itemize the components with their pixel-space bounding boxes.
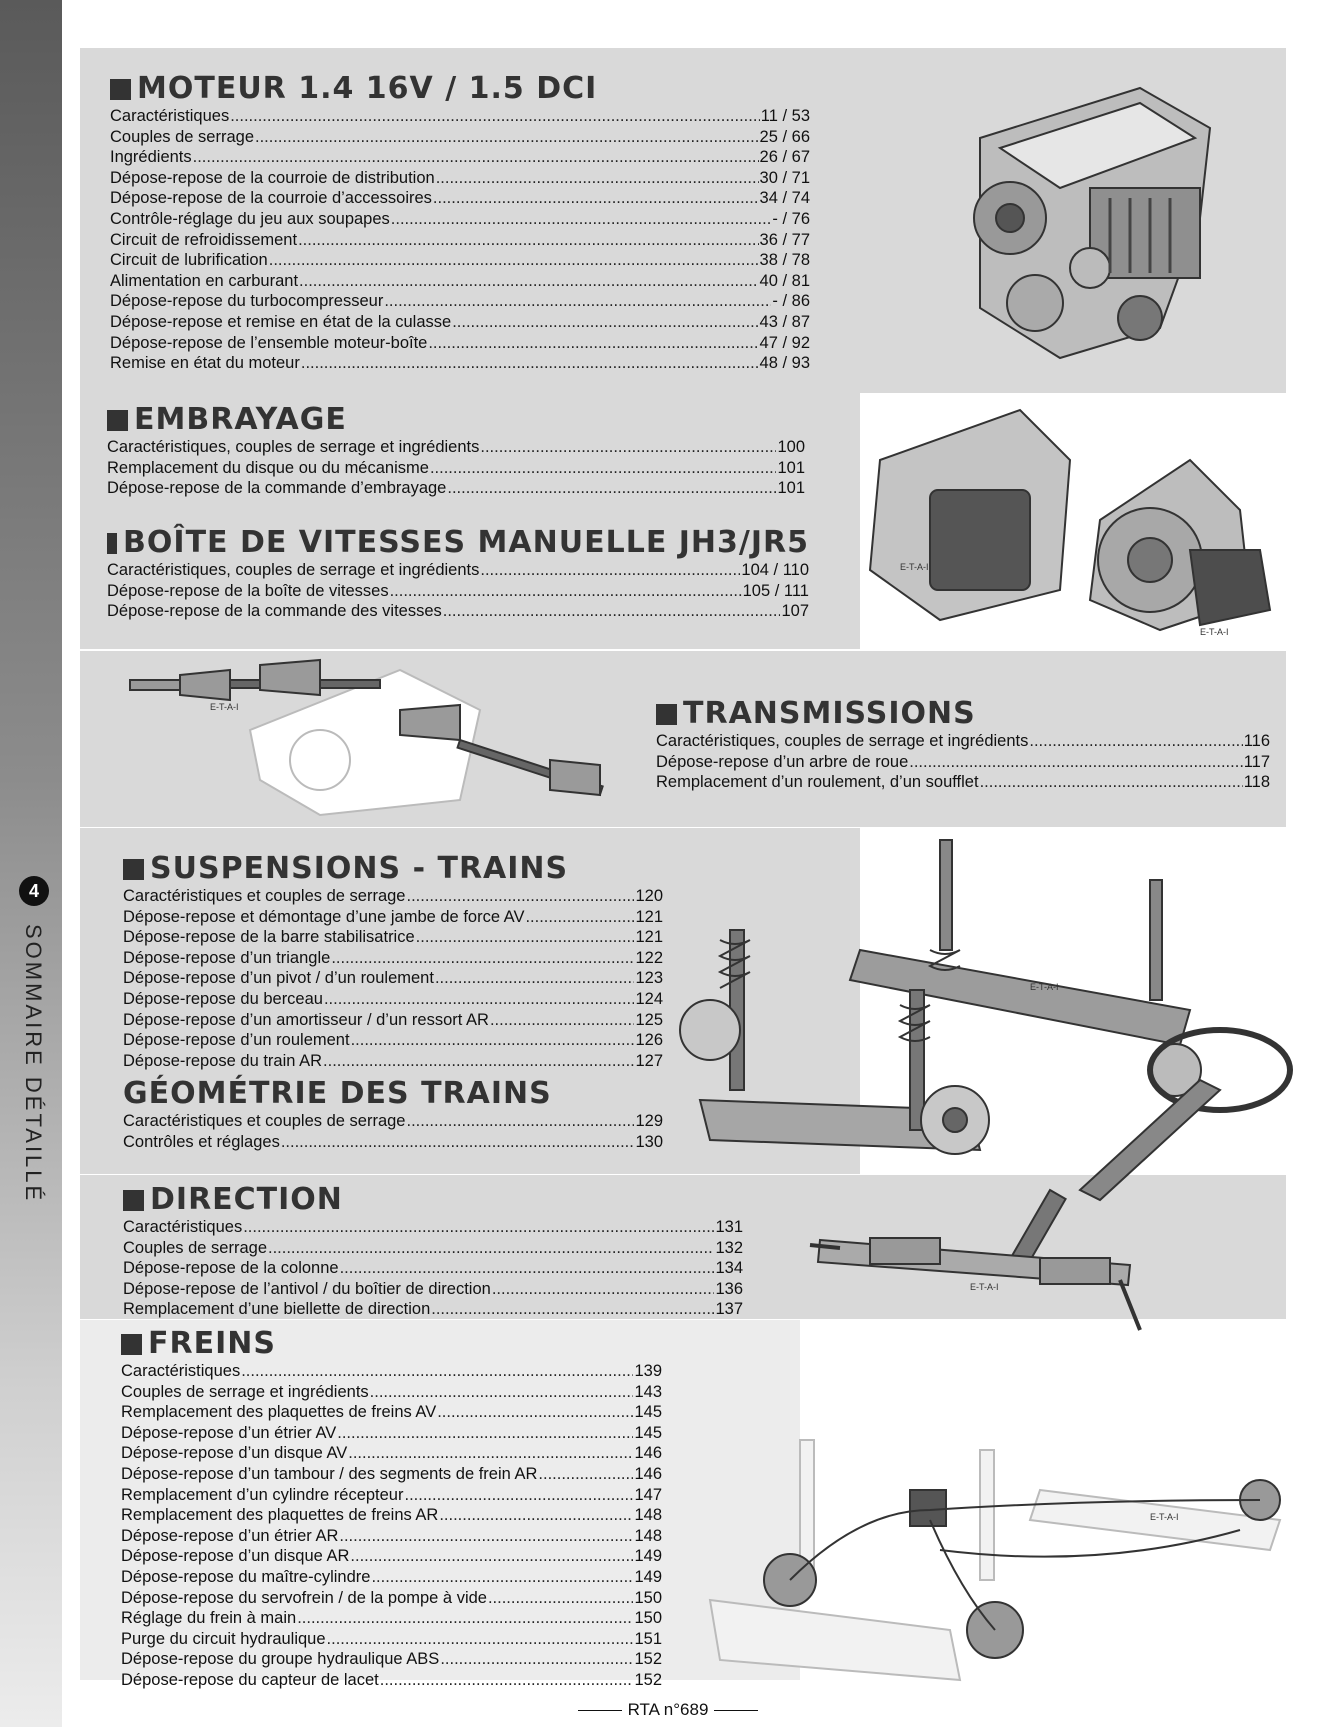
toc-entry-label: Dépose-repose de la courroie de distribution xyxy=(110,168,435,187)
toc-entry-label: Couples de serrage xyxy=(110,127,255,146)
watermark-text: E-T-A-I xyxy=(1200,627,1229,637)
section-title: DIRECTION xyxy=(123,1183,743,1217)
toc-entry-page: - / 76 xyxy=(772,209,810,228)
toc-entry[interactable] xyxy=(123,886,663,907)
section-boite xyxy=(107,526,809,622)
toc-entry-page: 101 xyxy=(777,458,805,477)
toc-entry-page: 116 xyxy=(1243,732,1270,750)
toc-entry-page: - / 86 xyxy=(772,292,810,311)
leader-dots xyxy=(339,1526,633,1547)
toc-entry-page: 121 xyxy=(635,928,663,947)
bullet-square-icon xyxy=(107,410,128,431)
toc-entry-page: 150 xyxy=(634,1609,662,1628)
toc-entry[interactable] xyxy=(123,907,663,928)
section-title: MOTEUR 1.4 16V / 1.5 DCI xyxy=(110,72,810,106)
toc-entry[interactable] xyxy=(110,353,810,374)
toc-entry[interactable] xyxy=(121,1526,662,1547)
leader-dots xyxy=(480,560,740,581)
toc-entry-page: 117 xyxy=(1243,752,1270,771)
toc-entry[interactable] xyxy=(107,560,809,581)
toc-entry-page: 147 xyxy=(634,1485,662,1504)
leader-dots xyxy=(428,333,758,354)
toc-entry[interactable] xyxy=(110,250,810,271)
toc-entry-label: Dépose-repose d’un disque AR xyxy=(121,1547,350,1566)
section-moteur xyxy=(110,72,810,374)
toc-entry-page: 36 / 77 xyxy=(759,230,810,249)
toc-list xyxy=(121,1361,662,1691)
toc-entry-label: Dépose-repose d’un amortisseur / d’un ressort AR xyxy=(123,1010,489,1029)
leader-dots xyxy=(269,250,759,271)
toc-entry-label: Dépose-repose de la courroie d’accessoires xyxy=(110,189,432,208)
toc-entry-label: Dépose-repose de la colonne xyxy=(123,1259,339,1278)
leader-dots xyxy=(268,1238,714,1259)
toc-entry[interactable] xyxy=(656,752,1270,773)
toc-entry-page: 148 xyxy=(634,1526,662,1545)
leader-dots xyxy=(298,230,758,251)
toc-entry-page: 129 xyxy=(635,1112,663,1130)
leader-dots xyxy=(435,968,635,989)
toc-list xyxy=(123,1217,743,1320)
watermark-text: E-T-A-I xyxy=(1150,1512,1179,1522)
leader-dots xyxy=(443,601,781,622)
toc-entry-page: 121 xyxy=(635,907,663,926)
toc-entry-label: Remplacement des plaquettes de freins AV xyxy=(121,1403,437,1422)
watermark-text: E-T-A-I xyxy=(210,702,239,712)
toc-entry-page: 149 xyxy=(634,1547,662,1566)
page-number-badge: 4 xyxy=(19,876,49,906)
toc-entry[interactable] xyxy=(110,127,810,148)
toc-entry[interactable] xyxy=(123,1010,663,1031)
leader-dots xyxy=(538,1464,633,1485)
toc-entry-label: Contrôles et réglages xyxy=(123,1132,280,1151)
leader-dots xyxy=(380,1670,634,1691)
toc-entry[interactable] xyxy=(656,772,1270,793)
toc-list xyxy=(107,560,809,622)
toc-entry-page: 104 / 110 xyxy=(741,561,809,579)
toc-entry[interactable] xyxy=(110,209,810,230)
toc-entry[interactable] xyxy=(121,1670,662,1691)
toc-entry[interactable] xyxy=(123,1111,663,1132)
section-suspensions xyxy=(123,852,663,1071)
toc-entry-page: 40 / 81 xyxy=(759,271,810,290)
toc-entry[interactable] xyxy=(123,1132,663,1153)
toc-entry-page: 100 xyxy=(777,438,805,456)
toc-entry-label: Remplacement d’un roulement, d’un soufflet xyxy=(656,773,979,792)
toc-entry[interactable] xyxy=(123,1217,743,1238)
toc-entry[interactable] xyxy=(110,271,810,292)
watermark-text: E-T-A-I xyxy=(970,1282,999,1292)
toc-entry[interactable] xyxy=(121,1361,662,1382)
leader-dots xyxy=(340,1258,715,1279)
leader-dots xyxy=(480,437,776,458)
toc-entry[interactable] xyxy=(123,1030,663,1051)
toc-entry[interactable] xyxy=(110,147,810,168)
leader-dots xyxy=(404,1485,633,1506)
leader-dots xyxy=(406,886,634,907)
toc-entry[interactable] xyxy=(656,731,1270,752)
toc-entry-page: 136 xyxy=(715,1279,743,1298)
toc-entry-label: Remise en état du moteur xyxy=(110,354,300,373)
toc-entry-label: Dépose-repose d’un arbre de roue xyxy=(656,752,909,771)
toc-entry[interactable] xyxy=(121,1649,662,1670)
toc-entry-label: Ingrédients xyxy=(110,148,192,167)
toc-entry[interactable] xyxy=(110,230,810,251)
toc-entry-label: Couples de serrage et ingrédients xyxy=(121,1382,369,1401)
toc-entry[interactable] xyxy=(123,1051,663,1072)
toc-entry-label: Dépose-repose d’un roulement xyxy=(123,1031,350,1050)
bullet-square-icon xyxy=(123,859,144,880)
toc-entry-label: Dépose-repose de la commande des vitesses xyxy=(107,602,442,621)
section-direction xyxy=(123,1183,743,1320)
toc-entry[interactable] xyxy=(123,968,663,989)
toc-entry[interactable] xyxy=(110,312,810,333)
section-title: FREINS xyxy=(121,1327,662,1361)
toc-entry[interactable] xyxy=(121,1485,662,1506)
leader-dots xyxy=(416,927,635,948)
toc-entry-page: 120 xyxy=(635,887,663,905)
toc-entry-page: 34 / 74 xyxy=(759,189,810,208)
leader-dots xyxy=(299,271,759,292)
toc-entry[interactable] xyxy=(121,1402,662,1423)
toc-entry-page: 30 / 71 xyxy=(759,168,810,187)
toc-entry[interactable] xyxy=(123,1238,743,1259)
leader-dots xyxy=(324,989,635,1010)
toc-entry-page: 101 xyxy=(777,479,805,498)
toc-entry-page: 105 / 111 xyxy=(742,581,809,600)
watermark-text: E-T-A-I xyxy=(900,562,929,572)
toc-entry[interactable] xyxy=(121,1567,662,1588)
toc-entry-page: 127 xyxy=(635,1051,663,1070)
section-title: BOÎTE DE VITESSES MANUELLE JH3/JR5 xyxy=(107,526,809,560)
leader-dots xyxy=(447,478,776,499)
leader-dots xyxy=(297,1608,633,1629)
leader-dots xyxy=(370,1382,634,1403)
toc-entry-page: 122 xyxy=(635,948,663,967)
toc-entry[interactable] xyxy=(107,458,805,479)
toc-entry-page: 130 xyxy=(635,1132,663,1151)
toc-entry-label: Dépose-repose d’un pivot / d’un roulement xyxy=(123,969,434,988)
footer xyxy=(0,1700,1336,1720)
leader-dots xyxy=(241,1361,633,1382)
section-embrayage xyxy=(107,403,805,499)
toc-entry-page: 126 xyxy=(635,1031,663,1050)
toc-entry-label: Caractéristiques, couples de serrage et ingrédients xyxy=(107,438,480,456)
leader-dots xyxy=(350,1546,633,1567)
leader-dots xyxy=(525,907,634,928)
toc-entry-label: Circuit de refroidissement xyxy=(110,230,298,249)
toc-list xyxy=(110,106,810,374)
toc-entry-page: 134 xyxy=(715,1259,743,1278)
toc-entry-label: Remplacement des plaquettes de freins AR xyxy=(121,1506,439,1525)
bullet-square-icon xyxy=(107,533,117,554)
toc-entry-label: Caractéristiques xyxy=(123,1218,243,1236)
leader-dots xyxy=(492,1279,715,1300)
footer-rule xyxy=(578,1710,622,1711)
toc-entry[interactable] xyxy=(121,1608,662,1629)
section-title: TRANSMISSIONS xyxy=(656,697,1270,731)
leader-dots xyxy=(327,1629,634,1650)
leader-dots xyxy=(390,581,742,602)
leader-dots xyxy=(331,948,634,969)
section-freins xyxy=(121,1327,662,1691)
toc-entry-page: 150 xyxy=(634,1588,662,1607)
toc-entry-label: Dépose-repose du servofrein / de la pompe à vide xyxy=(121,1588,487,1607)
toc-entry-label: Dépose-repose du maître-cylindre xyxy=(121,1567,371,1586)
leader-dots xyxy=(430,458,777,479)
toc-entry-page: 146 xyxy=(634,1464,662,1483)
leader-dots xyxy=(490,1010,635,1031)
toc-entry-label: Caractéristiques et couples de serrage xyxy=(123,887,406,905)
toc-entry[interactable] xyxy=(123,1258,743,1279)
toc-entry-label: Remplacement du disque ou du mécanisme xyxy=(107,458,429,477)
toc-entry-page: 139 xyxy=(634,1362,662,1380)
toc-entry[interactable] xyxy=(107,437,805,458)
footer-text: RTA n°689 xyxy=(627,1700,709,1719)
leader-dots xyxy=(384,291,771,312)
leader-dots xyxy=(439,1505,633,1526)
toc-entry[interactable] xyxy=(110,106,810,127)
toc-entry[interactable] xyxy=(123,989,663,1010)
toc-entry-label: Remplacement d’une biellette de direction xyxy=(123,1300,431,1319)
toc-entry[interactable] xyxy=(110,291,810,312)
bullet-square-icon xyxy=(110,79,131,100)
side-title: SOMMAIRE DÉTAILLÉ xyxy=(21,924,46,1204)
toc-entry-page: 151 xyxy=(634,1629,662,1648)
toc-entry-label: Dépose-repose d’un étrier AV xyxy=(121,1423,337,1442)
toc-entry-page: 125 xyxy=(635,1010,663,1029)
toc-entry-label: Dépose-repose du train AR xyxy=(123,1051,323,1070)
toc-entry-label: Caractéristiques xyxy=(121,1362,241,1380)
toc-entry[interactable] xyxy=(121,1546,662,1567)
toc-entry[interactable] xyxy=(107,581,809,602)
toc-entry-label: Caractéristiques, couples de serrage et ingrédients xyxy=(656,732,1029,750)
toc-entry[interactable] xyxy=(123,1279,743,1300)
toc-entry-label: Dépose-repose et démontage d’une jambe de force AV xyxy=(123,907,525,926)
leader-dots xyxy=(391,209,772,230)
leader-dots xyxy=(337,1423,633,1444)
toc-entry-page: 47 / 92 xyxy=(759,333,810,352)
toc-entry[interactable] xyxy=(121,1505,662,1526)
toc-entry[interactable] xyxy=(121,1443,662,1464)
toc-entry-label: Réglage du frein à main xyxy=(121,1609,297,1628)
toc-entry-page: 11 / 53 xyxy=(760,107,810,125)
leader-dots xyxy=(431,1299,714,1320)
leader-dots xyxy=(452,312,758,333)
toc-entry-page: 43 / 87 xyxy=(759,312,810,331)
toc-entry-page: 132 xyxy=(715,1238,743,1257)
toc-entry-label: Alimentation en carburant xyxy=(110,271,299,290)
section-title: GÉOMÉTRIE DES TRAINS xyxy=(123,1076,552,1111)
toc-entry-label: Dépose-repose de l’antivol / du boîtier de direction xyxy=(123,1279,491,1298)
section-transmissions xyxy=(656,697,1270,793)
toc-entry-label: Dépose-repose du groupe hydraulique ABS xyxy=(121,1650,440,1669)
toc-entry-label: Dépose-repose du berceau xyxy=(123,989,323,1008)
toc-entry-page: 152 xyxy=(634,1670,662,1689)
toc-entry-page: 137 xyxy=(715,1300,743,1319)
toc-entry-label: Dépose-repose de la barre stabilisatrice xyxy=(123,928,415,947)
toc-entry-label: Purge du circuit hydraulique xyxy=(121,1629,326,1648)
leader-dots xyxy=(488,1588,634,1609)
toc-entry[interactable] xyxy=(110,168,810,189)
toc-entry-label: Remplacement d’un cylindre récepteur xyxy=(121,1485,404,1504)
leader-dots xyxy=(406,1111,634,1132)
toc-entry-label: Couples de serrage xyxy=(123,1238,268,1257)
toc-entry[interactable] xyxy=(123,948,663,969)
leader-dots xyxy=(301,353,759,374)
leader-dots xyxy=(436,168,759,189)
toc-entry[interactable] xyxy=(123,927,663,948)
toc-entry-page: 123 xyxy=(635,969,663,988)
toc-entry[interactable] xyxy=(121,1423,662,1444)
section-title: EMBRAYAGE xyxy=(107,403,805,437)
toc-entry-label: Caractéristiques, couples de serrage et ingrédients xyxy=(107,561,480,579)
toc-entry-page: 143 xyxy=(634,1382,662,1401)
toc-entry-page: 146 xyxy=(634,1444,662,1463)
toc-list xyxy=(656,731,1270,793)
toc-entry-page: 152 xyxy=(634,1650,662,1669)
toc-entry[interactable] xyxy=(107,478,805,499)
bullet-square-icon xyxy=(656,704,677,725)
leader-dots xyxy=(255,127,759,148)
side-strip xyxy=(0,0,62,1727)
toc-entry-page: 145 xyxy=(634,1423,662,1442)
steering-illustration xyxy=(800,1000,1300,1360)
driveshaft-illustration xyxy=(120,650,640,820)
toc-entry-page: 118 xyxy=(1243,773,1270,792)
footer-rule xyxy=(714,1710,758,1711)
toc-entry[interactable] xyxy=(110,333,810,354)
toc-entry-label: Dépose-repose d’un disque AV xyxy=(121,1444,348,1463)
toc-entry-label: Dépose-repose d’un triangle xyxy=(123,948,331,967)
toc-entry[interactable] xyxy=(110,188,810,209)
toc-list xyxy=(123,886,663,1071)
toc-entry-page: 145 xyxy=(634,1403,662,1422)
toc-entry-label: Dépose-repose de la boîte de vitesses xyxy=(107,581,389,600)
toc-entry[interactable] xyxy=(123,1299,743,1320)
leader-dots xyxy=(323,1051,634,1072)
watermark-text: E-T-A-I xyxy=(1030,982,1059,992)
toc-entry-page: 38 / 78 xyxy=(759,251,810,270)
engine-illustration xyxy=(940,68,1240,368)
toc-entry-label: Dépose-repose du capteur de lacet xyxy=(121,1670,379,1689)
toc-entry-page: 149 xyxy=(634,1567,662,1586)
gearbox-illustration xyxy=(860,400,1280,640)
toc-entry[interactable] xyxy=(121,1382,662,1403)
leader-dots xyxy=(351,1030,635,1051)
toc-entry-label: Dépose-repose de la commande d’embrayage xyxy=(107,479,447,498)
toc-entry-label: Dépose-repose d’un tambour / des segments de frein AR xyxy=(121,1464,538,1483)
toc-entry-page: 107 xyxy=(781,602,809,621)
toc-entry-label: Dépose-repose de l’ensemble moteur-boîte xyxy=(110,333,428,352)
leader-dots xyxy=(980,772,1243,793)
toc-entry[interactable] xyxy=(107,601,809,622)
toc-entry-label: Contrôle-réglage du jeu aux soupapes xyxy=(110,209,390,228)
toc-entry-page: 131 xyxy=(715,1218,743,1236)
toc-entry-page: 124 xyxy=(635,989,663,1008)
toc-list xyxy=(123,1111,663,1152)
leader-dots xyxy=(371,1567,633,1588)
leader-dots xyxy=(1029,731,1242,752)
toc-entry-label: Dépose-repose du turbocompresseur xyxy=(110,292,384,311)
toc-list xyxy=(107,437,805,499)
leader-dots xyxy=(437,1402,633,1423)
leader-dots xyxy=(281,1132,635,1153)
toc-entry-page: 48 / 93 xyxy=(759,354,810,373)
section-title: SUSPENSIONS - TRAINS xyxy=(123,852,663,886)
section-geometrie xyxy=(123,1077,663,1152)
toc-entry-page: 25 / 66 xyxy=(759,127,810,146)
toc-entry[interactable] xyxy=(121,1588,662,1609)
toc-entry[interactable] xyxy=(121,1629,662,1650)
toc-entry-page: 26 / 67 xyxy=(759,148,810,167)
toc-entry-page: 148 xyxy=(634,1506,662,1525)
toc-entry-label: Dépose-repose et remise en état de la culasse xyxy=(110,312,452,331)
leader-dots xyxy=(243,1217,714,1238)
leader-dots xyxy=(348,1443,633,1464)
leader-dots xyxy=(230,106,760,127)
toc-entry-label: Circuit de lubrification xyxy=(110,251,268,270)
bullet-square-icon xyxy=(121,1334,142,1355)
toc-entry-label: Caractéristiques et couples de serrage xyxy=(123,1112,406,1130)
leader-dots xyxy=(433,188,759,209)
brake-system-illustration xyxy=(700,1430,1300,1690)
leader-dots xyxy=(909,752,1242,773)
leader-dots xyxy=(440,1649,633,1670)
toc-entry[interactable] xyxy=(121,1464,662,1485)
leader-dots xyxy=(193,147,759,168)
bullet-square-icon xyxy=(123,1190,144,1211)
toc-entry-label: Caractéristiques xyxy=(110,107,230,125)
toc-entry-label: Dépose-repose d’un étrier AR xyxy=(121,1526,339,1545)
